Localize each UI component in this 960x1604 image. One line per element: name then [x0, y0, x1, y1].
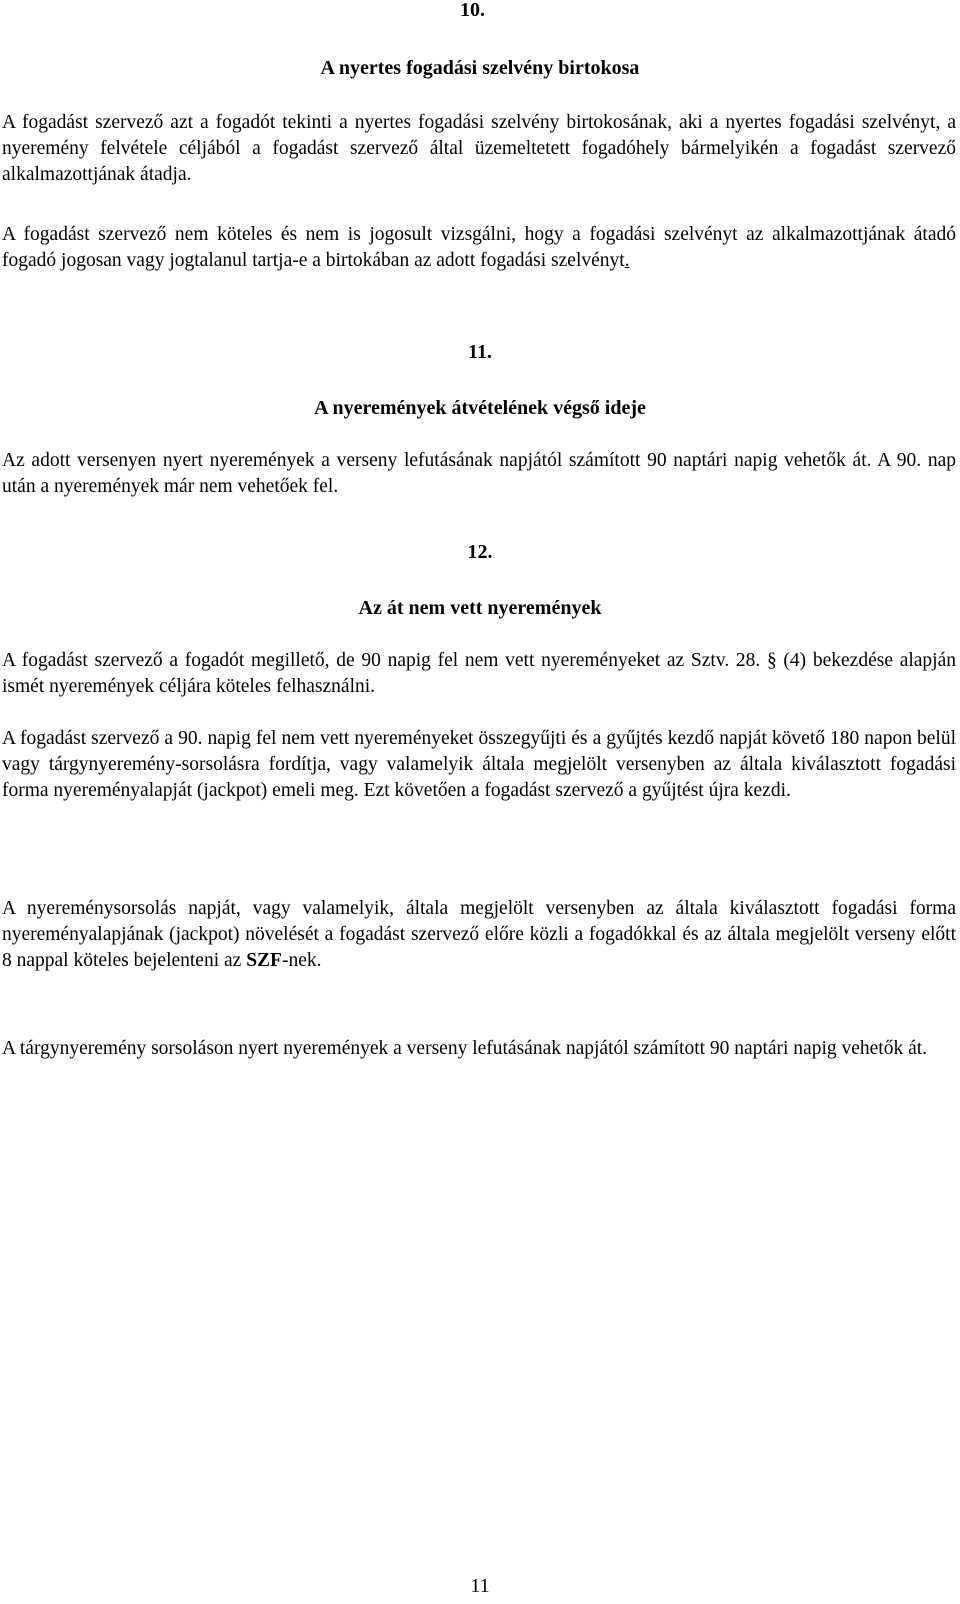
section-12-paragraph-4: A tárgynyeremény sorsoláson nyert nyeremények a verseny lefutásának napjától számított 90 naptári napig vehetők át. — [2, 1038, 928, 1059]
page-number: 11 — [470, 1575, 490, 1597]
section-11-number: 11. — [468, 341, 492, 363]
section-12-paragraph-1: A fogadást szervező a fogadót megillető, de 90 napig fel nem vett nyereményeket az Sztv. 28. § (4) bekezdése alapján ismét nyeremények céljára köteles felhasználni. — [2, 650, 956, 697]
section-12-paragraph-3-tail: -nek. — [281, 950, 322, 971]
section-12-paragraph-3 — [2, 896, 956, 974]
section-10-paragraph-2 — [2, 222, 956, 274]
section-11-title: A nyeremények átvételének végső ideje — [314, 397, 646, 419]
section-12-paragraph-3-text: A nyereménysorsolás napját, vagy valamelyik, általa megjelölt versenyben az általa kiválasztott fogadási forma nyereményalapjának (jackpot) növelését a fogadást szervező előre közli a fogadókkal és az általa megjelölt verseny előtt 8 nappal köteles bejelenteni az — [2, 898, 956, 971]
section-12-paragraph-2: A fogadást szervező a 90. napig fel nem vett nyereményeket összegyűjti és a gyűjtés kezdő napját követő 180 napon belül vagy tárgynyeremény-sorsolásra fordítja, vagy valamelyik általa megjelölt versenyben az általa kiválasztott fogadási forma nyereményalapját (jackpot) emeli meg. Ezt követően a fogadást szervező a gyűjtést újra kezdi. — [2, 728, 956, 801]
section-11-paragraph-1: Az adott versenyen nyert nyeremények a verseny lefutásának napjától számított 90 naptári napig vehetők át. A 90. nap után a nyeremények már nem vehetőek fel. — [2, 450, 956, 497]
section-10-title: A nyertes fogadási szelvény birtokosa — [320, 57, 640, 79]
section-12-paragraph-3-bold: SZF — [246, 950, 282, 971]
section-12-number: 12. — [467, 541, 493, 563]
section-10-paragraph-1: A fogadást szervező azt a fogadót tekinti a nyertes fogadási szelvény birtokosának, aki a nyertes fogadási szelvényt, a nyeremény felvétele céljából a fogadást szervező által üzemeltetett fogadóhely bármelyikén a fogadást szervező alkalmazottjának átadja. — [2, 112, 956, 185]
section-10-number: 10. — [460, 0, 485, 21]
section-10-paragraph-2-end: . — [624, 250, 630, 271]
section-12-title: Az át nem vett nyeremények — [358, 597, 602, 619]
section-10-paragraph-2-text: A fogadást szervező nem köteles és nem is jogosult vizsgálni, hogy a fogadási szelvényt az alkalmazottjának átadó fogadó jogosan vagy jogtalanul tartja-e a birtokában az adott fogadási szelvényt — [2, 224, 956, 271]
